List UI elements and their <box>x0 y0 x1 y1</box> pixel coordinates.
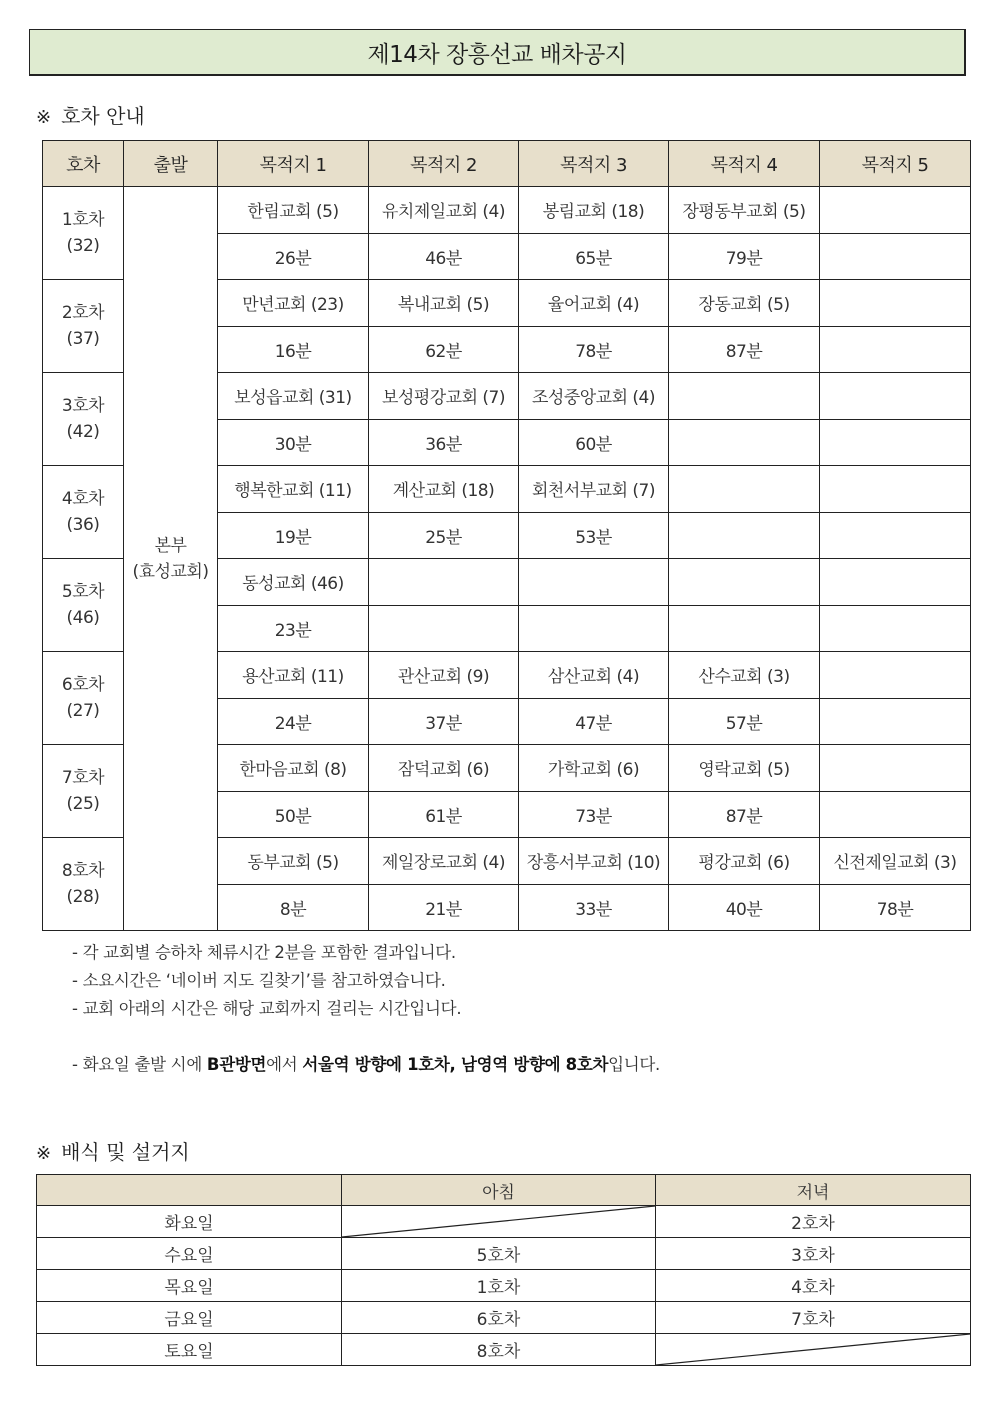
destination-4-time: 87분 <box>669 791 820 838</box>
notes <box>72 939 660 1079</box>
destination-1-time: 8분 <box>218 884 369 931</box>
header-destination-4: 목적지 4 <box>669 141 820 187</box>
destination-4-time <box>669 512 820 559</box>
destination-1-time: 50분 <box>218 791 369 838</box>
page-title: 제14차 장흥선교 배차공지 <box>29 29 966 76</box>
day-cell: 금요일 <box>37 1302 342 1334</box>
reference-mark-icon: ※ <box>36 1143 52 1164</box>
car-cell <box>43 280 124 373</box>
destination-5-time: 78분 <box>820 884 971 931</box>
table-row <box>37 1270 971 1302</box>
destination-3-church: 조성중앙교회 (4) <box>519 373 669 420</box>
destination-5-time <box>820 326 971 373</box>
destination-4-time: 79분 <box>669 233 820 280</box>
destination-2-church <box>369 559 519 606</box>
evening-cell: 2호차 <box>656 1206 971 1238</box>
car-passenger-count: (46) <box>66 608 100 628</box>
morning-cell <box>342 1206 656 1238</box>
morning-cell: 5호차 <box>342 1238 656 1270</box>
evening-cell: 7호차 <box>656 1302 971 1334</box>
destination-3-time: 47분 <box>519 698 669 745</box>
header-destination-3: 목적지 3 <box>519 141 669 187</box>
destination-5-time <box>820 512 971 559</box>
destination-4-time <box>669 419 820 466</box>
car-name: 3호차 <box>61 396 105 416</box>
destination-5-church <box>820 559 971 606</box>
destination-5-time <box>820 605 971 652</box>
destination-5-time <box>820 698 971 745</box>
car-name: 1호차 <box>61 210 105 230</box>
table-row <box>37 1206 971 1238</box>
destination-4-time: 40분 <box>669 884 820 931</box>
destination-4-time <box>669 605 820 652</box>
destination-5-church <box>820 373 971 420</box>
destination-1-church: 동성교회 (46) <box>218 559 369 606</box>
table-header-row <box>43 141 971 187</box>
morning-cell: 8호차 <box>342 1334 656 1366</box>
evening-cell <box>656 1334 971 1366</box>
destination-1-church: 한마음교회 (8) <box>218 745 369 792</box>
car-cell <box>43 466 124 559</box>
bus-section-heading <box>36 100 145 129</box>
header-day <box>37 1175 342 1206</box>
car-cell <box>43 838 124 931</box>
car-cell <box>43 745 124 838</box>
car-passenger-count: (42) <box>66 422 100 442</box>
destination-3-church <box>519 559 669 606</box>
meal-section-heading <box>36 1136 190 1165</box>
header-car: 호차 <box>43 141 124 187</box>
destination-4-church <box>669 373 820 420</box>
destination-5-church <box>820 466 971 513</box>
destination-2-time: 61분 <box>369 791 519 838</box>
destination-3-church: 가학교회 (6) <box>519 745 669 792</box>
destination-2-time: 46분 <box>369 233 519 280</box>
table-row <box>37 1334 971 1366</box>
destination-1-time: 23분 <box>218 605 369 652</box>
destination-1-time: 30분 <box>218 419 369 466</box>
destination-5-time <box>820 419 971 466</box>
table-row <box>37 1238 971 1270</box>
note-item: - 교회 아래의 시간은 해당 교회까지 걸리는 시간입니다. <box>72 999 462 1018</box>
meal-duty-table <box>36 1174 971 1366</box>
destination-5-church <box>820 280 971 327</box>
day-cell: 목요일 <box>37 1270 342 1302</box>
car-name: 8호차 <box>61 861 105 881</box>
destination-1-church: 한림교회 (5) <box>218 187 369 234</box>
car-name: 5호차 <box>61 582 105 602</box>
destination-1-time: 19분 <box>218 512 369 559</box>
destination-3-church: 봉림교회 (18) <box>519 187 669 234</box>
destination-3-time: 53분 <box>519 512 669 559</box>
header-destination-1: 목적지 1 <box>218 141 369 187</box>
departure-cell <box>124 187 218 931</box>
destination-2-church: 계산교회 (18) <box>369 466 519 513</box>
destination-4-church <box>669 466 820 513</box>
day-cell: 화요일 <box>37 1206 342 1238</box>
destination-4-church: 장평동부교회 (5) <box>669 187 820 234</box>
destination-2-church: 보성평강교회 (7) <box>369 373 519 420</box>
destination-5-church <box>820 652 971 699</box>
destination-3-church: 삼산교회 (4) <box>519 652 669 699</box>
destination-2-church: 잠덕교회 (6) <box>369 745 519 792</box>
destination-4-church: 장동교회 (5) <box>669 280 820 327</box>
destination-3-time: 65분 <box>519 233 669 280</box>
evening-cell: 4호차 <box>656 1270 971 1302</box>
note-item: - 각 교회별 승하차 체류시간 2분을 포함한 결과입니다. <box>72 943 456 962</box>
destination-5-time <box>820 233 971 280</box>
destination-4-time: 57분 <box>669 698 820 745</box>
header-destination-5: 목적지 5 <box>820 141 971 187</box>
car-passenger-count: (25) <box>66 794 100 814</box>
destination-3-time: 73분 <box>519 791 669 838</box>
destination-5-church <box>820 745 971 792</box>
destination-3-time: 33분 <box>519 884 669 931</box>
destination-5-church <box>820 187 971 234</box>
diagonal-strike-icon <box>656 1334 970 1365</box>
departure-name: 본부 <box>154 535 187 556</box>
destination-5-church: 신전제일교회 (3) <box>820 838 971 885</box>
bus-section-title: 호차 안내 <box>61 104 145 128</box>
destination-2-church: 제일장로교회 (4) <box>369 838 519 885</box>
destination-4-time: 87분 <box>669 326 820 373</box>
destination-2-time <box>369 605 519 652</box>
destination-2-church: 유치제일교회 (4) <box>369 187 519 234</box>
morning-cell: 1호차 <box>342 1270 656 1302</box>
destination-2-time: 21분 <box>369 884 519 931</box>
destination-3-church: 장흥서부교회 (10) <box>519 838 669 885</box>
note-tuesday: - 화요일 출발 시에 B관방면에서 서울역 방향에 1호차, 남영역 방향에 8호차입니다. <box>72 1055 661 1074</box>
car-name: 7호차 <box>61 768 105 788</box>
destination-4-church: 산수교회 (3) <box>669 652 820 699</box>
destination-2-time: 25분 <box>369 512 519 559</box>
destination-2-time: 36분 <box>369 419 519 466</box>
destination-2-time: 62분 <box>369 326 519 373</box>
table-row <box>37 1302 971 1334</box>
bus-assignment-table <box>42 140 971 931</box>
car-name: 4호차 <box>61 489 105 509</box>
destination-1-church: 보성읍교회 (31) <box>218 373 369 420</box>
car-cell <box>43 373 124 466</box>
car-passenger-count: (28) <box>66 887 100 907</box>
car-name: 6호차 <box>61 675 105 695</box>
car-cell <box>43 652 124 745</box>
car-passenger-count: (27) <box>66 701 100 721</box>
destination-1-church: 용산교회 (11) <box>218 652 369 699</box>
header-evening: 저녁 <box>656 1175 971 1206</box>
destination-1-church: 동부교회 (5) <box>218 838 369 885</box>
car-name: 2호차 <box>61 303 105 323</box>
destination-4-church <box>669 559 820 606</box>
reference-mark-icon: ※ <box>36 107 52 128</box>
day-cell: 토요일 <box>37 1334 342 1366</box>
destination-2-time: 37분 <box>369 698 519 745</box>
car-passenger-count: (32) <box>66 236 100 256</box>
table-row-church <box>43 187 971 234</box>
destination-2-church: 복내교회 (5) <box>369 280 519 327</box>
destination-1-church: 만년교회 (23) <box>218 280 369 327</box>
morning-cell: 6호차 <box>342 1302 656 1334</box>
header-destination-2: 목적지 2 <box>369 141 519 187</box>
destination-3-time: 78분 <box>519 326 669 373</box>
destination-1-time: 26분 <box>218 233 369 280</box>
destination-3-time <box>519 605 669 652</box>
car-passenger-count: (37) <box>66 329 100 349</box>
meal-section-title: 배식 및 설거지 <box>61 1140 190 1164</box>
diagonal-strike-icon <box>342 1206 655 1237</box>
destination-1-church: 행복한교회 (11) <box>218 466 369 513</box>
car-cell <box>43 187 124 280</box>
table-header-row <box>37 1175 971 1206</box>
destination-3-time: 60분 <box>519 419 669 466</box>
evening-cell: 3호차 <box>656 1238 971 1270</box>
car-cell <box>43 559 124 652</box>
destination-1-time: 24분 <box>218 698 369 745</box>
destination-4-church: 평강교회 (6) <box>669 838 820 885</box>
header-morning: 아침 <box>342 1175 656 1206</box>
destination-3-church: 율어교회 (4) <box>519 280 669 327</box>
header-departure: 출발 <box>124 141 218 187</box>
car-passenger-count: (36) <box>66 515 100 535</box>
destination-4-church: 영락교회 (5) <box>669 745 820 792</box>
departure-location: (효성교회) <box>132 561 209 582</box>
destination-3-church: 회천서부교회 (7) <box>519 466 669 513</box>
destination-2-church: 관산교회 (9) <box>369 652 519 699</box>
destination-1-time: 16분 <box>218 326 369 373</box>
destination-5-time <box>820 791 971 838</box>
day-cell: 수요일 <box>37 1238 342 1270</box>
note-item: - 소요시간은 ‘네이버 지도 길찾기’를 참고하였습니다. <box>72 971 446 990</box>
